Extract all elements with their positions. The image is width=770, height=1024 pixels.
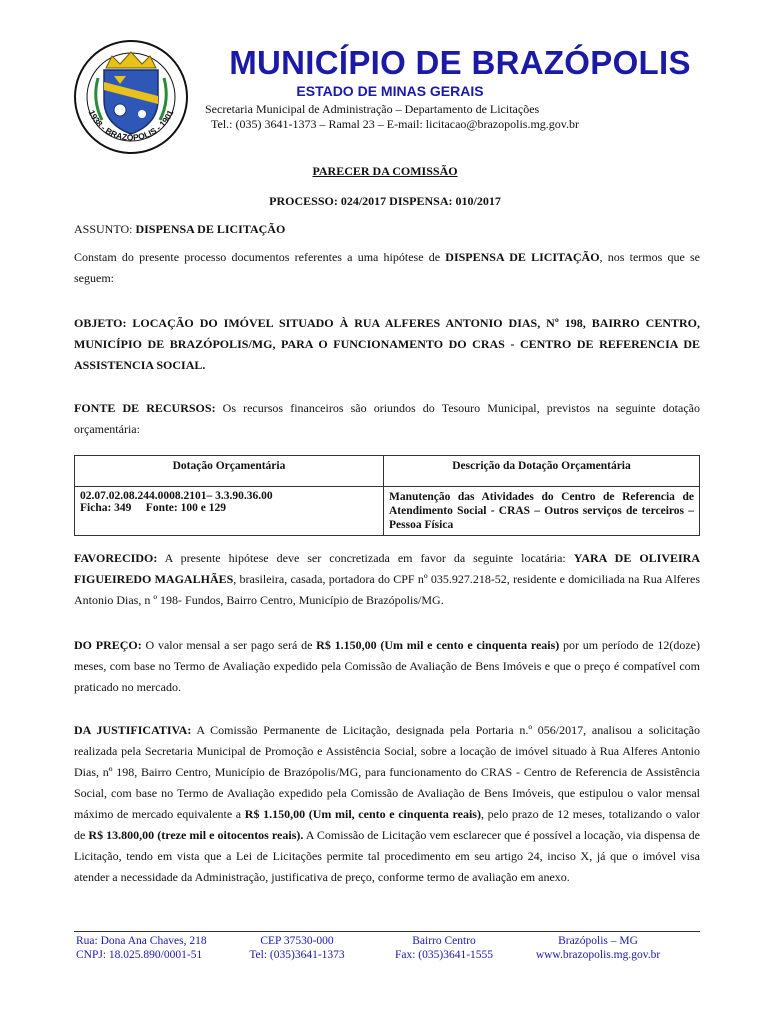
footer-cep-block (242, 934, 352, 962)
preco-text: O valor mensal a ser pago será de (141, 638, 317, 652)
justificativa-text-end: A Comissão de Licitação vem esclarecer que é possível a locação, via dispensa de Licitação, tendo em vista que a Lei de Licitações permite tal procedimento em seu artigo 24, inciso X, já que o imóvel visa atender a necessidade da Administração, justificativa de preço, conforme termo de avaliação em anexo. (74, 828, 700, 884)
favorecido-text-end: , brasileira, casada, portadora do CPF nº 035.927.218-52, residente e domiciliada na Rua Alferes Antonio Dias, n º 198- Fundos, Bairro Centro, Município de Brazópolis/MG. (74, 572, 700, 607)
table-header-row (75, 456, 700, 487)
table-cell-dotacao (75, 487, 384, 536)
department-line: Secretaria Municipal de Administração – Departamento de Licitações (205, 102, 540, 116)
footer-tel: Tel: (035)3641-1373 (249, 949, 345, 961)
fonte-text: Os recursos financeiros são oriundos do Tesouro Municipal, previstos na seguinte dotação orçamentária: (74, 401, 700, 436)
footer-cnpj: CNPJ: 18.025.890/0001-51 (76, 949, 203, 961)
object-paragraph: OBJETO: LOCAÇÃO DO IMÓVEL SITUADO À RUA ALFERES ANTONIO DIAS, Nº 198, BAIRRO CENTRO, MUNICÍPIO DE BRAZÓPOLIS/MG, PARA O FUNCIONAMENTO DO CRAS - CENTRO DE REFERENCIA DE ASSISTENCIA SOCIAL. (74, 316, 700, 372)
municipality-title: MUNICÍPIO DE BRAZÓPOLIS (229, 44, 691, 81)
footer-cep: CEP 37530-000 (260, 935, 334, 947)
favorecido-text: A presente hipótese deve ser concretizada em favor da seguinte locatária: (157, 551, 574, 565)
footer-address-block (76, 934, 207, 962)
footer-website-link[interactable]: www.brazopolis.mg.gov.br (535, 949, 661, 961)
justificativa-text: A Comissão Permanente de Licitação, designada pela Portaria n.º 056/2017, analisou a solicitação realizada pela Secretaria Municipal de Promoção e Assistência Social, sobre a locação de imóvel situado à Rua Alferes Antonio Dias, nº 198, Bairro Centro, Município de Brazópolis/MG, para funcionamento do CRAS - Centro de Referencia de Assistência Social, com base no Termo de Avaliação expedido pela Comissão de Avaliação de Bens Imóveis, que estipulou o valor mensal máximo de mercado equivalente a (74, 723, 701, 821)
preco-value: R$ 1.150,00 (Um mil e cento e cinquenta reais) (316, 638, 560, 652)
preco-label: DO PREÇO: (74, 638, 142, 652)
state-subtitle: ESTADO DE MINAS GERAIS (296, 83, 484, 99)
footer-divider (74, 931, 700, 932)
dotacao-ficha: Ficha: 349 Fonte: 100 e 129 (80, 502, 226, 514)
table-header-descricao: Descrição da Dotação Orçamentária (384, 456, 700, 487)
justificativa-text-mid: , pelo prazo de 12 meses, totalizando o valor de (74, 807, 700, 842)
footer-address: Rua: Dona Ana Chaves, 218 (76, 935, 207, 947)
dotacao-code: 02.07.02.08.244.0008.2101– 3.3.90.36.00 (80, 490, 273, 502)
justificativa-paragraph (74, 720, 700, 888)
footer-city: Brazópolis – MG (558, 935, 638, 947)
subject-value: DISPENSA DE LICITAÇÃO (135, 222, 286, 236)
intro-paragraph (74, 247, 700, 289)
table-row (75, 487, 700, 536)
footer-city-block (528, 934, 668, 962)
justificativa-value-total: R$ 13.800,00 (treze mil e oitocentos reais). (88, 828, 304, 842)
subject-label: ASSUNTO: (74, 222, 136, 236)
footer-bairro-block (388, 934, 500, 962)
favorecido-paragraph (74, 548, 700, 611)
favorecido-name: YARA DE OLIVEIRA FIGUEIREDO MAGALHÃES (74, 551, 701, 586)
municipal-seal-icon (72, 38, 190, 156)
intro-text-end: , nos termos que se seguem: (74, 250, 701, 285)
document-heading: PARECER DA COMISSÃO (312, 164, 458, 178)
preco-text-end: por um período de 12(doze) meses, com base no Termo de Avaliação expedido pela Comissão de Avaliação de Bens Imóveis e que o preço é compatível com praticado no mercado. (74, 638, 700, 694)
subject-line (74, 219, 700, 240)
justificativa-label: DA JUSTIFICATIVA: (74, 723, 192, 737)
footer-bairro: Bairro Centro (412, 935, 476, 947)
favorecido-label: FAVORECIDO: (74, 551, 158, 565)
table-cell-descricao: Manutenção das Atividades do Centro de Referencia de Atendimento Social - CRAS – Outros serviços de terceiros – Pessoa Física (384, 487, 700, 536)
fonte-paragraph (74, 398, 700, 440)
seal-text: 1938 - BRAZÓPOLIS - 1901 (86, 108, 176, 143)
footer-fax: Fax: (035)3641-1555 (394, 949, 494, 961)
intro-text: Constam do presente processo documentos referentes a uma hipótese de (74, 250, 446, 264)
contact-line: Tel.: (035) 3641-1373 – Ramal 23 – E-mail: licitacao@brazopolis.mg.gov.br (211, 117, 580, 131)
budget-table (74, 455, 700, 536)
justificativa-value-monthly: R$ 1.150,00 (Um mil, cento e cinquenta reais) (244, 807, 481, 821)
intro-bold: DISPENSA DE LICITAÇÃO (445, 250, 600, 264)
preco-paragraph (74, 635, 700, 698)
fonte-label: FONTE DE RECURSOS: (74, 401, 216, 415)
process-number: PROCESSO: 024/2017 DISPENSA: 010/2017 (269, 194, 501, 208)
table-header-dotacao: Dotação Orçamentária (75, 456, 384, 487)
